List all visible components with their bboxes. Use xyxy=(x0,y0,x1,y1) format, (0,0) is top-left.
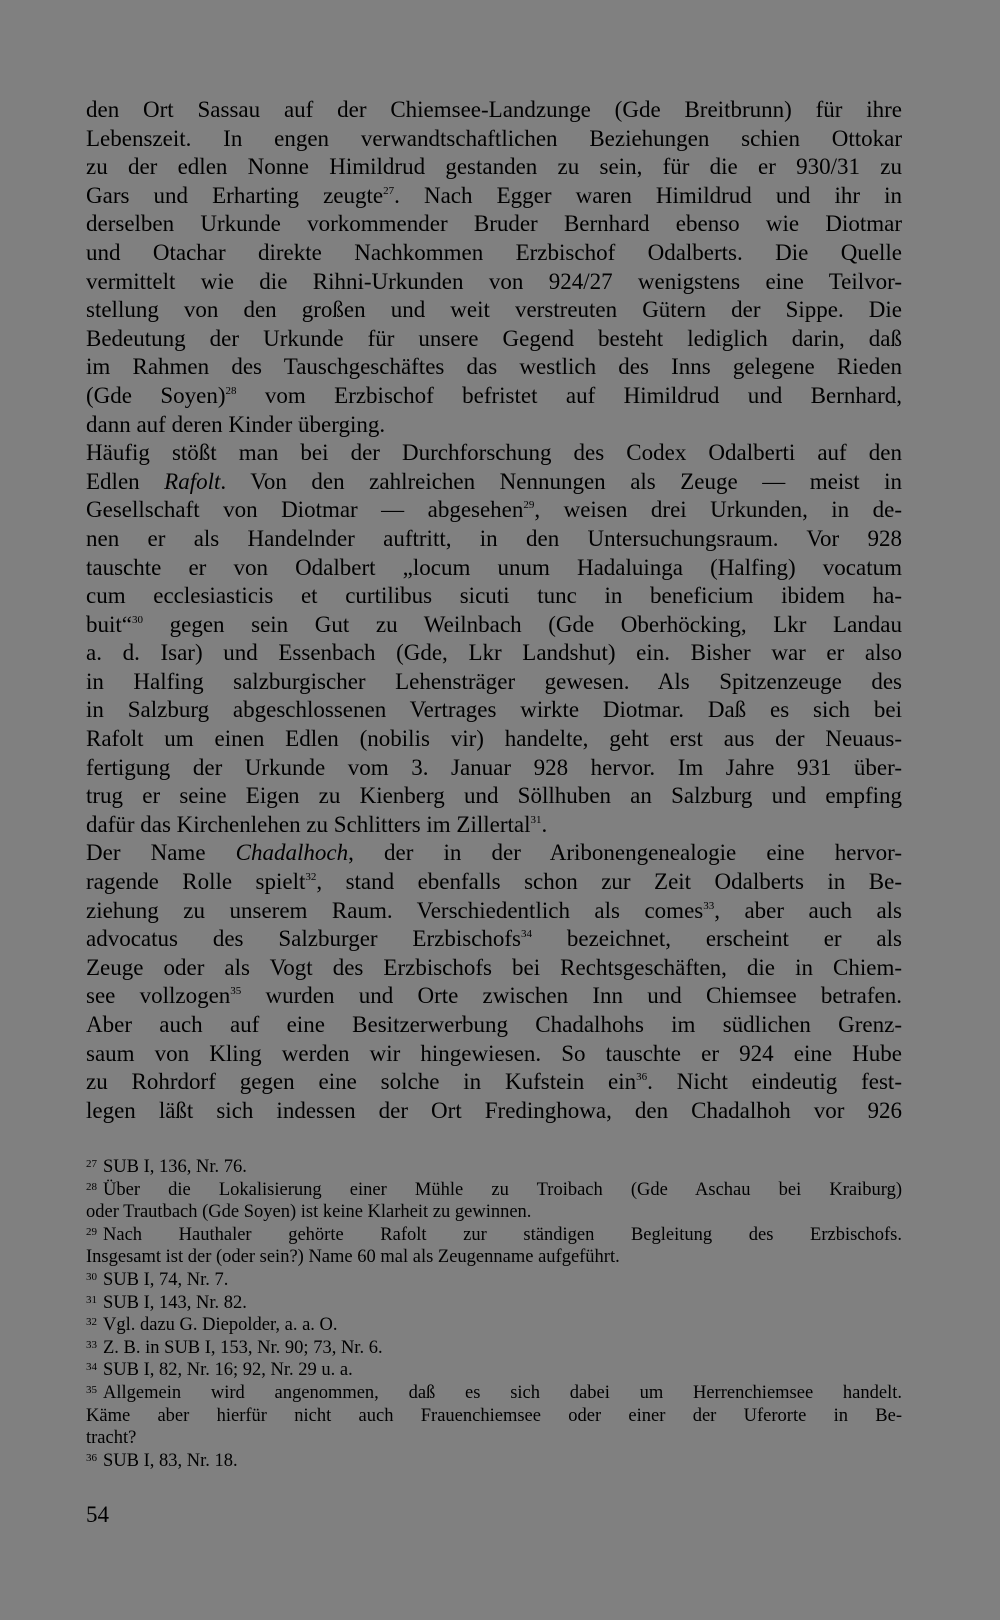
footnote xyxy=(86,1450,902,1473)
body-line xyxy=(86,153,902,182)
footnote-line xyxy=(86,1292,902,1315)
footnote-text: SUB I, 136, Nr. 76. xyxy=(103,1157,247,1177)
body-line xyxy=(86,554,902,583)
body-line xyxy=(86,696,902,725)
body-line xyxy=(86,897,902,926)
body-line xyxy=(86,182,902,211)
body-text xyxy=(86,96,902,1125)
footnote-reference: 29 xyxy=(523,499,535,512)
body-line xyxy=(86,639,902,668)
text-segment: . xyxy=(541,811,548,837)
text-segment: und Otachar direkte Nachkommen Erzbischof Odalberts. Die Quelle xyxy=(86,239,902,265)
body-line xyxy=(86,382,902,411)
body-line xyxy=(86,725,902,754)
text-segment: , weisen drei Urkunden, in de- xyxy=(534,497,902,523)
text-segment: . Nach Egger waren Himildrud und ihr in xyxy=(394,182,902,208)
text-segment: Gars und Erharting zeugte xyxy=(86,182,384,208)
footnote xyxy=(86,1269,902,1292)
text-segment: gegen sein Gut zu Weilnbach (Gde Oberhöcking, Lkr Landau xyxy=(143,611,902,637)
footnote-text: SUB I, 74, Nr. 7. xyxy=(103,1269,229,1290)
text-segment: nen er als Handelnder auftritt, in den Untersuchungsraum. Vor 928 xyxy=(86,525,902,551)
body-line xyxy=(86,96,902,125)
body-line xyxy=(86,1068,902,1097)
body-line xyxy=(86,239,902,268)
body-line xyxy=(86,353,902,382)
body-line xyxy=(86,325,902,354)
text-segment: saum von Kling werden wir hingewiesen. So tauschte er 924 eine Hube xyxy=(86,1040,902,1066)
footnote xyxy=(86,1292,902,1315)
body-line xyxy=(86,268,902,297)
body-line xyxy=(86,1011,902,1040)
footnote-line xyxy=(86,1405,902,1428)
footnote-line xyxy=(86,1246,902,1269)
text-segment: dann auf deren Kinder überging. xyxy=(86,411,386,437)
body-line xyxy=(86,754,902,783)
body-line xyxy=(86,1040,902,1069)
footnote-text: SUB I, 143, Nr. 82. xyxy=(103,1292,247,1313)
footnote-number: 28 xyxy=(86,1180,97,1193)
text-segment: . Nicht eindeutig fest- xyxy=(647,1069,902,1095)
text-segment: cum ecclesiasticis et curtilibus sicuti tunc in beneficium ibidem ha- xyxy=(86,583,902,609)
text-segment: , aber auch als xyxy=(714,897,902,923)
body-line xyxy=(86,868,902,897)
text-segment: Zeuge oder als Vogt des Erzbischofs bei Rechtsgeschäften, die in Chiem- xyxy=(86,954,902,980)
text-segment: im Rahmen des Tauschgeschäftes das westlich des Inns gelegene Rieden xyxy=(86,354,902,380)
footnote xyxy=(86,1156,902,1179)
footnote xyxy=(86,1224,902,1269)
text-segment: Gesellschaft von Diotmar — abgesehen xyxy=(86,497,524,523)
footnote-line xyxy=(86,1201,902,1224)
text-segment: Häufig stößt man bei der Durchforschung des Codex Odalberti auf den xyxy=(86,440,902,466)
body-line xyxy=(86,125,902,154)
text-segment: Lebenszeit. In engen verwandtschaftlichen Beziehungen schien Ottokar xyxy=(86,125,902,151)
footnote-reference: 33 xyxy=(703,899,715,912)
footnote-text: Z. B. in SUB I, 153, Nr. 90; 73, Nr. 6. xyxy=(103,1337,383,1358)
footnote xyxy=(86,1359,902,1382)
body-line xyxy=(86,525,902,554)
footnote-number: 36 xyxy=(86,1451,97,1464)
body-line xyxy=(86,811,902,840)
text-segment: stellung von den großen und weit verstreuten Gütern der Sippe. Die xyxy=(86,297,902,323)
footnote-reference: 32 xyxy=(305,871,317,884)
footnote-reference: 35 xyxy=(230,985,242,998)
footnote xyxy=(86,1337,902,1360)
footnote-number: 35 xyxy=(86,1383,97,1396)
body-line xyxy=(86,210,902,239)
text-segment: zu Rohrdorf gegen eine solche in Kufstein ein xyxy=(86,1069,637,1095)
footnote-text: Über die Lokalisierung einer Mühle zu Troibach (Gde Aschau bei Kraiburg) xyxy=(103,1179,902,1200)
footnote-text: oder Trautbach (Gde Soyen) ist keine Klarheit zu gewinnen. xyxy=(86,1202,532,1223)
footnote-line xyxy=(86,1179,902,1202)
footnote-line xyxy=(86,1314,902,1337)
italic-name: Chadalhoch xyxy=(235,840,349,866)
text-segment: wurden und Orte zwischen Inn und Chiemsee betrafen. xyxy=(241,983,902,1009)
footnote-text: SUB I, 82, Nr. 16; 92, Nr. 29 u. a. xyxy=(103,1360,353,1381)
body-line xyxy=(86,925,902,954)
body-line xyxy=(86,496,902,525)
footnote-text: Käme aber hierfür nicht auch Frauenchiemsee oder einer der Uferorte in Be- xyxy=(86,1405,902,1426)
text-segment: advocatus des Salzburger Erzbischofs xyxy=(86,926,522,952)
footnote-reference: 34 xyxy=(521,928,533,941)
footnote-reference: 30 xyxy=(132,613,143,626)
text-segment: in Halfing salzburgischer Lehensträger gewesen. Als Spitzenzeuge des xyxy=(86,668,902,694)
text-segment: Rafolt um einen Edlen (nobilis vir) handelte, geht erst aus der Neuaus- xyxy=(86,726,902,752)
footnote-text: SUB I, 83, Nr. 18. xyxy=(103,1450,238,1471)
footnote-line xyxy=(86,1224,902,1247)
text-segment: vom Erzbischof befristet auf Himildrud und Bernhard, xyxy=(236,382,902,408)
text-segment: tauschte er von Odalbert „locum unum Hadaluinga (Halfing) vocatum xyxy=(86,554,902,580)
text-segment: ragende Rolle spielt xyxy=(86,869,306,895)
text-segment: see vollzogen xyxy=(86,983,231,1009)
page-number: 54 xyxy=(86,1502,109,1527)
footnotes xyxy=(86,1156,902,1472)
footnote-line xyxy=(86,1382,902,1405)
footnote-line xyxy=(86,1427,902,1450)
text-segment: fertigung der Urkunde vom 3. Januar 928 hervor. Im Jahre 931 über- xyxy=(86,754,902,780)
footnote-reference: 27 xyxy=(383,184,395,197)
text-segment: Edlen xyxy=(86,468,165,494)
text-segment: den Ort Sassau auf der Chiemsee-Landzunge (Gde Breitbrunn) für ihre xyxy=(86,97,902,122)
body-line xyxy=(86,1097,902,1126)
footnote-reference: 31 xyxy=(530,813,542,826)
text-segment: a. d. Isar) und Essenbach (Gde, Lkr Landshut) ein. Bisher war er also xyxy=(86,640,902,666)
footnote-reference: 28 xyxy=(225,384,237,397)
text-segment: in Salzburg abgeschlossenen Vertrages wirkte Diotmar. Daß es sich bei xyxy=(86,697,902,723)
footnote-line xyxy=(86,1269,902,1292)
footnote-text: Nach Hauthaler gehörte Rafolt zur ständigen Begleitung des Erzbischofs. xyxy=(103,1224,902,1245)
text-segment: Der Name xyxy=(86,840,236,866)
footnote-number: 33 xyxy=(86,1338,97,1351)
footnote-line xyxy=(86,1450,902,1473)
text-segment: legen läßt sich indessen der Ort Fredinghowa, den Chadalhoh vor 926 xyxy=(86,1097,902,1123)
text-segment: buit“ xyxy=(86,611,132,637)
footnote-text: Allgemein wird angenommen, daß es sich dabei um Herrenchiemsee handelt. xyxy=(103,1382,902,1403)
text-segment: , der in der Aribonengenealogie eine hervor- xyxy=(348,840,902,866)
text-segment: zu der edlen Nonne Himildrud gestanden zu sein, für die er 930/31 zu xyxy=(86,154,902,180)
text-segment: (Gde Soyen) xyxy=(86,382,226,408)
footnote-number: 31 xyxy=(86,1293,97,1306)
footnote-line xyxy=(86,1156,902,1179)
footnote xyxy=(86,1382,902,1450)
body-line xyxy=(86,839,902,868)
body-line xyxy=(86,954,902,983)
text-segment: bezeichnet, erscheint er als xyxy=(532,926,902,952)
body-line xyxy=(86,582,902,611)
text-segment: dafür das Kirchenlehen zu Schlitters im Zillertal xyxy=(86,811,531,837)
text-segment: derselben Urkunde vorkommender Bruder Bernhard ebenso wie Diotmar xyxy=(86,211,902,237)
footnote xyxy=(86,1314,902,1337)
text-segment: trug er seine Eigen zu Kienberg und Söllhuben an Salzburg und empfing xyxy=(86,783,902,809)
body-line xyxy=(86,668,902,697)
text-segment: vermittelt wie die Rihni-Urkunden von 924/27 wenigstens eine Teilvor- xyxy=(86,268,902,294)
body-line xyxy=(86,782,902,811)
footnote-text: tracht? xyxy=(86,1428,137,1449)
footnote-number: 27 xyxy=(86,1158,97,1170)
footnote-line xyxy=(86,1359,902,1382)
body-line xyxy=(86,468,902,497)
footnote-line xyxy=(86,1337,902,1360)
footnote xyxy=(86,1179,902,1224)
body-line xyxy=(86,611,902,640)
body-line xyxy=(86,411,902,440)
text-segment: Aber auch auf eine Besitzerwerbung Chadalhohs im südlichen Grenz- xyxy=(86,1012,902,1037)
text-segment: Bedeutung der Urkunde für unsere Gegend besteht lediglich darin, daß xyxy=(86,325,902,351)
body-line xyxy=(86,982,902,1011)
footnote-number: 34 xyxy=(86,1361,97,1374)
footnote-number: 32 xyxy=(86,1316,97,1329)
text-segment: , stand ebenfalls schon zur Zeit Odalberts in Be- xyxy=(316,869,902,895)
italic-name: Rafolt xyxy=(164,468,221,494)
body-line xyxy=(86,439,902,468)
body-line xyxy=(86,296,902,325)
footnote-number: 29 xyxy=(86,1225,97,1238)
text-segment: ziehung zu unserem Raum. Verschiedentlich als comes xyxy=(86,897,704,923)
footnote-text: Vgl. dazu G. Diepolder, a. a. O. xyxy=(103,1315,338,1336)
text-segment: . Von den zahlreichen Nennungen als Zeuge — meist in xyxy=(220,468,902,494)
footnote-text: Insgesamt ist der (oder sein?) Name 60 mal als Zeugenname aufgeführt. xyxy=(86,1247,620,1268)
footnote-number: 30 xyxy=(86,1270,97,1283)
footnote-reference: 36 xyxy=(636,1071,648,1084)
